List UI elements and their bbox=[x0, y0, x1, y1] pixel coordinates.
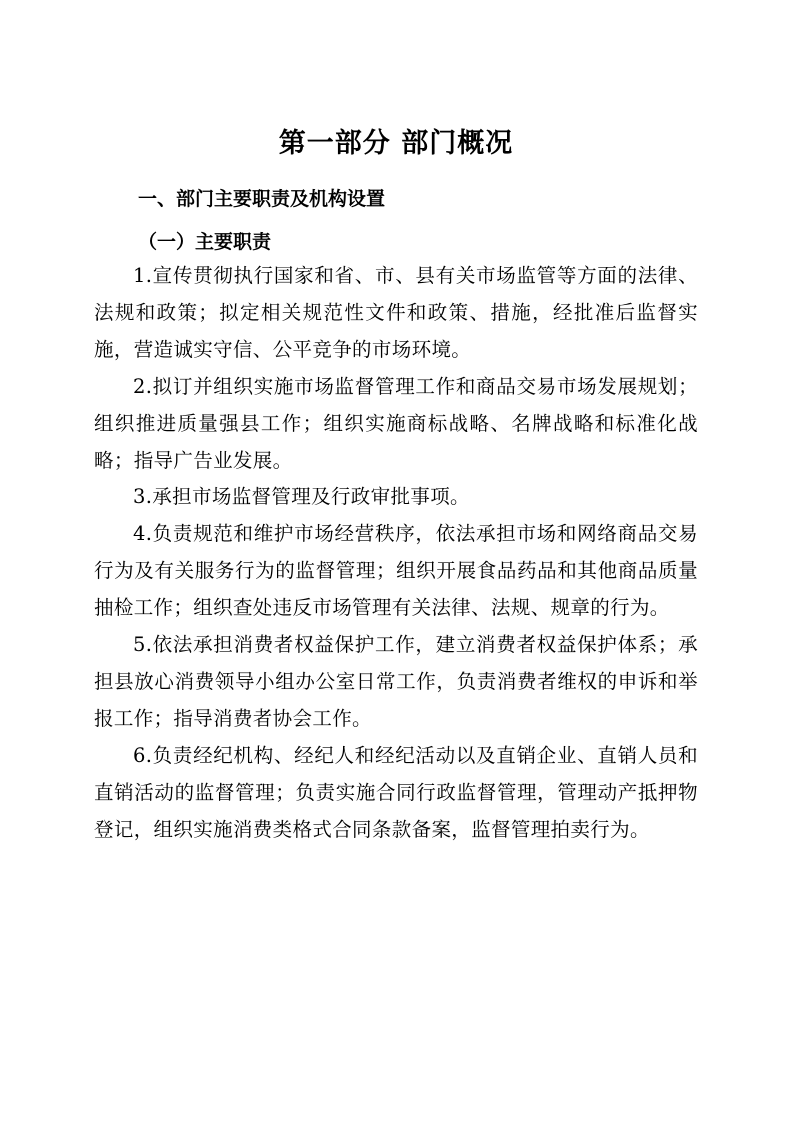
paragraph-3: 3.承担市场监督管理及行政审批事项。 bbox=[133, 485, 470, 509]
paragraph-6: 6.负责经纪机构、经纪人和经纪活动以及直销企业、直销人员和直销活动的监督管理；负责实施合同行政监督管理，管理动产抵押物登记，组织实施消费类格式合同条款备案，监督管理拍卖行为。 bbox=[94, 743, 698, 841]
paragraph-1: 1.宣传贯彻执行国家和省、市、县有关市场监管等方面的法律、法规和政策；拟定相关规范性文件和政策、措施，经批准后监督实施，营造诚实守信、公平竞争的市场环境。 bbox=[94, 264, 698, 361]
paragraph-2: 2.拟订并组织实施市场监督管理工作和商品交易市场发展规划；组织推进质量强县工作；组织实施商标战略、名牌战略和标准化战略；指导广告业发展。 bbox=[94, 374, 698, 472]
section-heading: 一、部门主要职责及机构设置 bbox=[138, 188, 386, 210]
paragraph-5: 5.依法承担消费者权益保护工作，建立消费者权益保护体系；承担县放心消费领导小组办公室日常工作，负责消费者维权的申诉和举报工作；指导消费者协会工作。 bbox=[94, 633, 698, 730]
body-text bbox=[94, 258, 698, 849]
subsection-heading: （一）主要职责 bbox=[138, 231, 272, 253]
page-title: 第一部分 部门概况 bbox=[278, 128, 514, 159]
paragraph-4: 4.负责规范和维护市场经营秩序，依法承担市场和网络商品交易行为及有关服务行为的监督管理；组织开展食品药品和其他商品质量抽检工作；组织查处违反市场管理有关法律、法规、规章的行为。 bbox=[94, 522, 698, 620]
